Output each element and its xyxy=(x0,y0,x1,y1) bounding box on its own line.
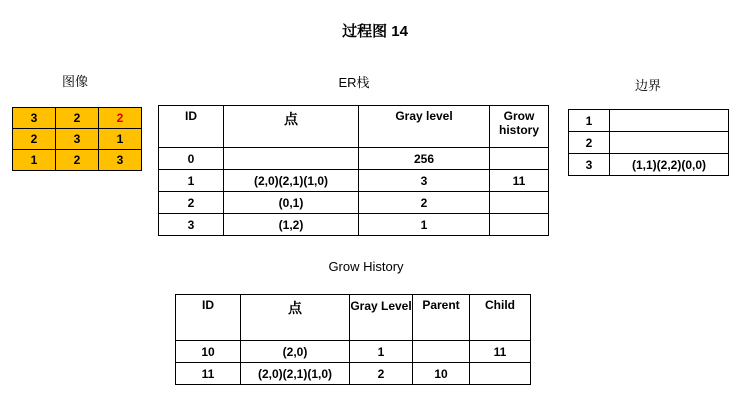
grow-history-table xyxy=(175,294,531,385)
boundary-table xyxy=(568,109,729,176)
image-cell: 2 xyxy=(13,129,56,150)
image-label: 图像 xyxy=(61,74,88,89)
image-row xyxy=(13,108,142,129)
er-cell xyxy=(224,148,359,170)
grow-header-cell: ID xyxy=(176,295,241,341)
grow-cell xyxy=(470,363,531,385)
er-cell: 2 xyxy=(159,192,224,214)
image-cell: 2 xyxy=(56,150,99,171)
er-cell: 1 xyxy=(159,170,224,192)
image-cell: 2 xyxy=(99,108,142,129)
image-cell: 3 xyxy=(99,150,142,171)
er-row xyxy=(159,170,549,192)
grow-cell: 10 xyxy=(176,341,241,363)
er-row xyxy=(159,214,549,236)
er-cell: 1 xyxy=(359,214,490,236)
grow-row xyxy=(176,341,531,363)
grow-header-row xyxy=(176,295,531,341)
er-header-cell: ID xyxy=(159,106,224,148)
er-row xyxy=(159,192,549,214)
er-row xyxy=(159,148,549,170)
er-cell: 2 xyxy=(359,192,490,214)
er-cell: 256 xyxy=(359,148,490,170)
boundary-label: 边界 xyxy=(634,78,661,93)
er-stack-label: ER栈 xyxy=(338,75,370,90)
grow-cell: 1 xyxy=(350,341,413,363)
er-cell xyxy=(490,148,549,170)
grow-cell: 2 xyxy=(350,363,413,385)
boundary-row xyxy=(569,154,729,176)
grow-cell xyxy=(413,341,470,363)
image-cell: 1 xyxy=(13,150,56,171)
image-cell: 3 xyxy=(13,108,56,129)
er-cell: (1,2) xyxy=(224,214,359,236)
grow-header-cell: Gray Level xyxy=(350,295,413,341)
er-cell xyxy=(490,214,549,236)
er-header-cell: Grow history xyxy=(490,106,549,148)
image-grid xyxy=(12,107,142,171)
image-row xyxy=(13,150,142,171)
boundary-cell xyxy=(610,132,729,154)
boundary-cell: 3 xyxy=(569,154,610,176)
grow-cell: 11 xyxy=(470,341,531,363)
image-cell: 1 xyxy=(99,129,142,150)
boundary-row xyxy=(569,132,729,154)
grow-cell: 10 xyxy=(413,363,470,385)
grow-header-cell: Parent xyxy=(413,295,470,341)
er-cell: 3 xyxy=(159,214,224,236)
page-title: 过程图 14 xyxy=(342,23,408,40)
grow-header-cell: Child xyxy=(470,295,531,341)
grow-cell: 11 xyxy=(176,363,241,385)
grow-history-label: Grow History xyxy=(328,259,404,274)
grow-header-cell: 点 xyxy=(241,295,350,341)
er-cell: 0 xyxy=(159,148,224,170)
boundary-row xyxy=(569,110,729,132)
er-cell: 11 xyxy=(490,170,549,192)
boundary-cell: 2 xyxy=(569,132,610,154)
boundary-cell xyxy=(610,110,729,132)
er-cell: (0,1) xyxy=(224,192,359,214)
image-cell: 3 xyxy=(56,129,99,150)
er-stack-table xyxy=(158,105,549,236)
boundary-cell: (1,1)(2,2)(0,0) xyxy=(610,154,729,176)
image-row xyxy=(13,129,142,150)
grow-cell: (2,0)(2,1)(1,0) xyxy=(241,363,350,385)
er-cell xyxy=(490,192,549,214)
image-cell: 2 xyxy=(56,108,99,129)
boundary-cell: 1 xyxy=(569,110,610,132)
grow-row xyxy=(176,363,531,385)
er-header-cell: 点 xyxy=(224,106,359,148)
grow-cell: (2,0) xyxy=(241,341,350,363)
er-header-cell: Gray level xyxy=(359,106,490,148)
er-header-row xyxy=(159,106,549,148)
er-cell: 3 xyxy=(359,170,490,192)
er-cell: (2,0)(2,1)(1,0) xyxy=(224,170,359,192)
